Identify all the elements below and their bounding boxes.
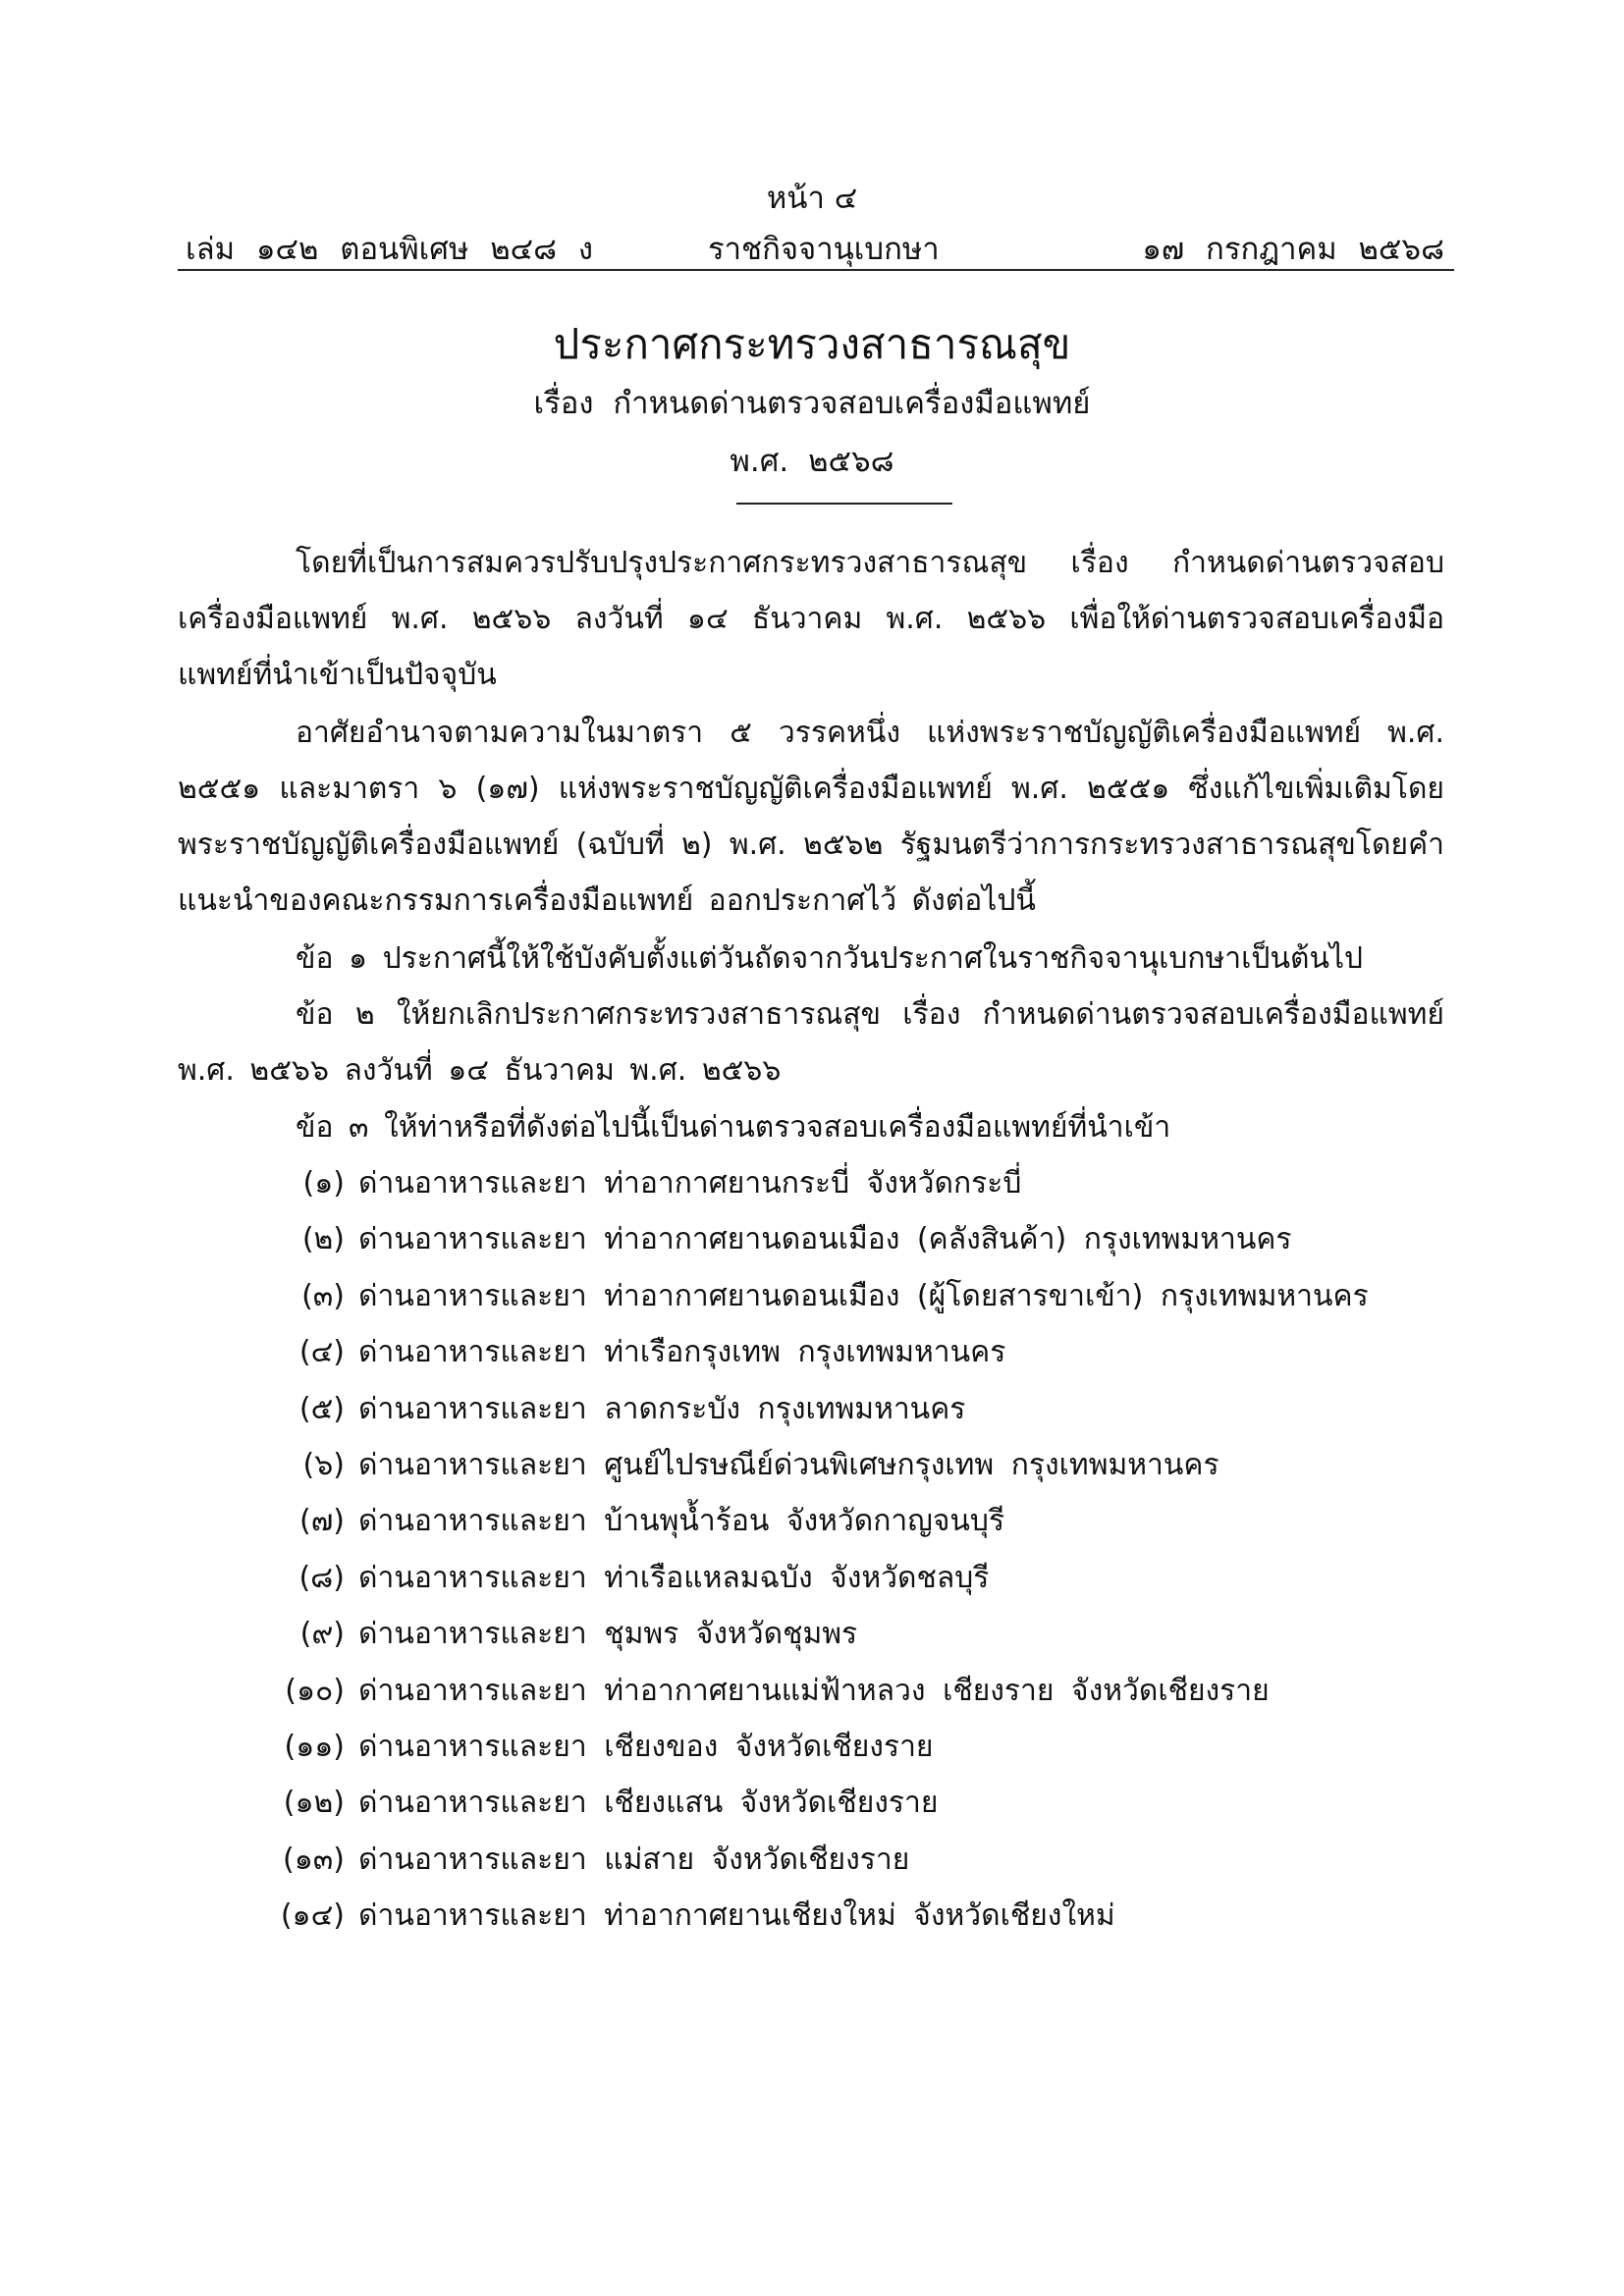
list-item: [178, 1381, 1444, 1437]
item-number: (๑๔): [280, 1898, 345, 1934]
list-item: [178, 1550, 1444, 1606]
item-number: (๑): [302, 1166, 345, 1201]
item-text: ด่านอาหารและยา ศูนย์ไปรษณีย์ด่วนพิเศษกรุงเทพ กรุงเทพมหานคร: [358, 1447, 1219, 1482]
item-number: (๘): [298, 1560, 345, 1595]
item-number: (๗): [299, 1504, 345, 1539]
list-item: [178, 1775, 1444, 1831]
item-text: ด่านอาหารและยา ลาดกระบัง กรุงเทพมหานคร: [358, 1391, 966, 1426]
list-item: [178, 1324, 1444, 1380]
list-item: [178, 1606, 1444, 1662]
item-text: ด่านอาหารและยา บ้านพุน้ำร้อน จังหวัดกาญจนบุรี: [358, 1504, 1005, 1539]
item-number: (๑๒): [283, 1786, 345, 1821]
list-item: [178, 1268, 1444, 1324]
item-text: ด่านอาหารและยา เชียงแสน จังหวัดเชียงราย: [358, 1786, 939, 1821]
item-number: (๒): [301, 1222, 345, 1257]
item-number: (๙): [299, 1617, 345, 1652]
header-divider: [178, 269, 1454, 271]
item-text: ด่านอาหารและยา ท่าอากาศยานแม่ฟ้าหลวง เชียงราย จังหวัดเชียงราย: [358, 1673, 1270, 1708]
clause-2: ข้อ ๒ ให้ยกเลิกประกาศกระทรวงสาธารณสุข เรื่อง กำหนดด่านตรวจสอบเครื่องมือแพทย์ พ.ศ. ๒๕๖๖ ลงวันที่ ๑๔ ธันวาคม พ.ศ. ๒๕๖๖: [178, 997, 1444, 1088]
list-item: [178, 1155, 1444, 1211]
clause-3: ข้อ ๓ ให้ท่าหรือที่ดังต่อไปนี้เป็นด่านตรวจสอบเครื่องมือแพทย์ที่นำเข้า: [296, 1110, 1171, 1145]
list-item: [178, 1832, 1444, 1888]
item-number: (๑๑): [284, 1729, 345, 1764]
page-number: หน้า ๔: [766, 181, 858, 216]
item-text: ด่านอาหารและยา ท่าอากาศยานเชียงใหม่ จังหวัดเชียงใหม่: [358, 1898, 1115, 1934]
title-divider: [736, 503, 952, 505]
publication-date: ๑๗ กรกฎาคม ๒๕๖๘: [1142, 232, 1444, 267]
item-number: (๑๓): [283, 1842, 345, 1877]
list-item: [178, 1437, 1444, 1493]
list-item: [178, 1663, 1444, 1719]
item-number: (๑๐): [285, 1673, 345, 1708]
item-text: ด่านอาหารและยา เชียงของ จังหวัดเชียงราย: [358, 1729, 934, 1764]
item-number: (๔): [298, 1335, 345, 1370]
item-number: (๕): [298, 1391, 345, 1426]
announcement-subject: เรื่อง กำหนดด่านตรวจสอบเครื่องมือแพทย์: [533, 386, 1091, 421]
item-text: ด่านอาหารและยา ท่าอากาศยานกระบี่ จังหวัดกระบี่: [358, 1166, 1022, 1201]
item-text: ด่านอาหารและยา แม่สาย จังหวัดเชียงราย: [358, 1842, 910, 1877]
checkpoint-list: [178, 1155, 1444, 1944]
item-text: ด่านอาหารและยา ท่าเรือแหลมฉบัง จังหวัดชลบุรี: [358, 1560, 990, 1595]
preamble-paragraph: โดยที่เป็นการสมควรปรับปรุงประกาศกระทรวงสาธารณสุข เรื่อง กำหนดด่านตรวจสอบเครื่องมือแพทย์ พ.ศ. ๒๕๖๖ ลงวันที่ ๑๔ ธันวาคม พ.ศ. ๒๕๖๖ เพื่อให้ด่านตรวจสอบเครื่องมือแพทย์ที่นำเข้าเป็นปัจจุบัน: [178, 546, 1444, 692]
list-item: [178, 1888, 1444, 1944]
item-number: (๖): [302, 1447, 345, 1482]
list-item: [178, 1211, 1444, 1267]
list-item: [178, 1493, 1444, 1549]
item-text: ด่านอาหารและยา ท่าอากาศยานดอนเมือง (คลังสินค้า) กรุงเทพมหานคร: [358, 1222, 1292, 1257]
item-number: (๓): [301, 1278, 345, 1313]
volume-issue: เล่ม ๑๔๒ ตอนพิเศษ ๒๔๘ ง: [186, 232, 594, 267]
item-text: ด่านอาหารและยา ท่าเรือกรุงเทพ กรุงเทพมหานคร: [358, 1335, 1006, 1370]
announcement-year: พ.ศ. ๒๕๖๘: [730, 444, 894, 479]
item-text: ด่านอาหารและยา ท่าอากาศยานดอนเมือง (ผู้โดยสารขาเข้า) กรุงเทพมหานคร: [358, 1278, 1369, 1313]
clause-1: ข้อ ๑ ประกาศนี้ให้ใช้บังคับตั้งแต่วันถัดจากวันประกาศในราชกิจจานุเบกษาเป็นต้นไป: [296, 941, 1364, 976]
item-text: ด่านอาหารและยา ชุมพร จังหวัดชุมพร: [358, 1617, 858, 1652]
publication-name: ราชกิจจานุเบกษา: [708, 232, 940, 267]
list-item: [178, 1719, 1444, 1775]
authority-paragraph: อาศัยอำนาจตามความในมาตรา ๕ วรรคหนึ่ง แห่งพระราชบัญญัติเครื่องมือแพทย์ พ.ศ. ๒๕๕๑ และมาตรา ๖ (๑๗) แห่งพระราชบัญญัติเครื่องมือแพทย์ พ.ศ. ๒๕๕๑ ซึ่งแก้ไขเพิ่มเติมโดยพระราชบัญญัติเครื่องมือแพทย์ (ฉบับที่ ๒) พ.ศ. ๒๕๖๒ รัฐมนตรีว่าการกระทรวงสาธารณสุขโดยคำแนะนำของคณะกรรมการเครื่องมือแพทย์ ออกประกาศไว้ ดังต่อไปนี้: [178, 716, 1444, 918]
gazette-header: [178, 224, 1454, 267]
announcement-title: ประกาศกระทรวงสาธารณสุข: [553, 320, 1071, 368]
